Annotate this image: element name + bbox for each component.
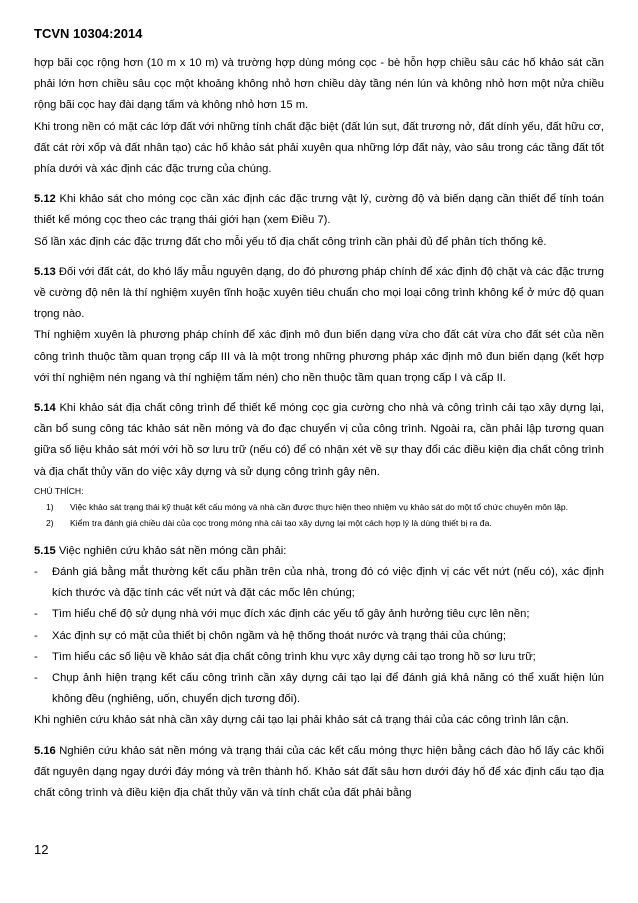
list-dash: - xyxy=(34,566,38,579)
paragraph-special-soils: Khi trong nền có mặt các lớp đất với những tính chất đặc biệt (đất lún sụt, đất trương nở, đất dính yếu, đất hữu cơ, đất cát rời xốp và đất nhân tạo) các hố khảo sát phải xuyên qua những lớp đất này, vào sâu trong các tầng đất tốt phía dưới và xác định các đặc trưng của chúng. xyxy=(34,120,604,176)
standard-code-header: TCVN 10304:2014 xyxy=(34,26,143,41)
list-item xyxy=(34,668,604,710)
note-item xyxy=(34,499,604,516)
note-text: Kiểm tra đánh giá chiều dài của cọc trong móng nhà cải tạo xây dựng lại một cách hợp lý là dùng thiết bị ra đa. xyxy=(70,518,492,529)
paragraph-continuation: hợp bãi cọc rộng hơn (10 m x 10 m) và trường hợp dùng móng cọc - bè hỗn hợp chiều sâu các hố khảo sát cần phải lớn hơn chiều sâu cọc một khoảng không nhỏ hơn chiều dày tầng nén lún và không nhỏ hơn một nửa chiều rộng bãi cọc hay đài dạng tấm và không nhỏ hơn 15 m. xyxy=(34,57,604,112)
list-item-text: Chụp ảnh hiện trạng kết cấu công trình cần xây dựng cải tạo lại để đánh giá khả năng có thể xuất hiện lún không đều (nghiêng, uốn, chuyển dịch tương đối). xyxy=(52,672,604,706)
document-page xyxy=(34,26,604,804)
list-dash: - xyxy=(34,629,38,642)
section-text: Khi khảo sát cho móng cọc cần xác định các đặc trưng vật lý, cường độ và biến dạng cần thiết để tính toán thiết kế móng cọc theo các trạng thái giới hạn (xem Điều 7). xyxy=(34,193,604,227)
section-5-15-after: Khi nghiên cứu khảo sát nhà cần xây dựng cải tạo lại phải khảo sát cả trạng thái của các công trình lân cận. xyxy=(34,714,569,727)
list-dash: - xyxy=(34,650,38,663)
section-text: Đối với đất cát, do khó lấy mẫu nguyên dạng, do đó phương pháp chính để xác định độ chặt và các đặc trưng về cường độ nên là thí nghiệm xuyên tĩnh hoặc xuyên tiêu chuẩn cho mọi loại công trình không kể ở mức độ quan trọng nào. xyxy=(34,265,604,321)
section-5-15 xyxy=(34,541,604,562)
list-item-text: Xác định sự có mặt của thiết bị chôn ngầm và hệ thống thoát nước và trạng thái của chúng; xyxy=(52,629,506,642)
list-dash: - xyxy=(34,608,38,621)
list-item-text: Đánh giá bằng mắt thường kết cấu phần trên của nhà, trong đó có việc định vị các vết nứt (nếu có), xác định kích thước và đặc tính các vết nứt và đặt các mốc lên chúng; xyxy=(52,566,604,600)
section-text: Nghiên cứu khảo sát nền móng và trạng thái của các kết cấu móng thực hiện bằng cách đào hố lấy các khối đất nguyên dạng ngay dưới đáy móng và trên thành hố. Khảo sát đất sâu hơn dưới đáy hố để xác định cấu tạo địa chất công trình và điều kiện địa chất thủy văn và tính chất của đất phải bằng xyxy=(34,744,604,800)
section-text: Khi khảo sát địa chất công trình để thiết kế móng cọc gia cường cho nhà và công trình cải tạo xây dựng lại, cần bổ sung công tác khảo sát nền móng và đo đạc chuyển vị của công trình. Ngoài ra, cần phải lập tương quan giữa số liệu khảo sát mới với hồ sơ lưu trữ (nếu có) để có nhận xét về sự thay đổi các điều kiện địa chất công trình và địa chất thủy văn do việc xây dựng và sử dụng công trình gây nên. xyxy=(34,402,604,478)
list-item-text: Tìm hiểu các số liệu về khảo sát địa chất công trình khu vực xây dựng cải tạo trong hồ sơ lưu trữ; xyxy=(52,650,536,663)
list-item-text: Tìm hiểu chế độ sử dụng nhà với mục đích xác định các yếu tố gây ảnh hưởng tiêu cực lên nền; xyxy=(52,608,530,621)
note-number: 2) xyxy=(46,518,54,529)
list-dash: - xyxy=(34,672,38,685)
note-item xyxy=(34,515,604,532)
section-text: Việc nghiên cứu khảo sát nền móng cần phải: xyxy=(55,544,287,557)
list-item xyxy=(34,626,604,647)
section-number: 5.14 xyxy=(34,402,56,415)
page-number: 12 xyxy=(34,842,49,857)
section-5-12 xyxy=(34,189,604,231)
list-item xyxy=(34,604,604,625)
section-5-13 xyxy=(34,262,604,326)
list-item xyxy=(34,647,604,668)
note-title: CHÚ THÍCH: xyxy=(34,485,84,496)
section-5-12-continued: Số lần xác định các đặc trưng đất cho mỗi yếu tố địa chất công trình cần phải đủ để phân tích thống kê. xyxy=(34,235,547,248)
section-5-16 xyxy=(34,741,604,805)
note-text: Việc khảo sát trạng thái kỹ thuật kết cấu móng và nhà cần được thực hiện theo nhiệm vụ khảo sát do một tổ chức chuyên môn lập. xyxy=(70,501,569,512)
section-number: 5.16 xyxy=(34,744,56,757)
list-item xyxy=(34,562,604,604)
section-number: 5.15 xyxy=(34,544,56,557)
section-5-13-continued: Thí nghiệm xuyên là phương pháp chính để xác định mô đun biến dạng vừa cho đất cát vừa cho đất sét của nền công trình thuộc tầm quan trọng cấp III và là một trong những phương pháp xác định mô đun biến dạng (kết hợp với thí nghiệm nén ngang và thí nghiệm tấm nén) cho nền thuộc tầm quan trọng cấp I và cấp II. xyxy=(34,329,604,384)
section-number: 5.12 xyxy=(34,193,56,206)
section-5-14 xyxy=(34,398,604,483)
section-number: 5.13 xyxy=(34,265,56,278)
note-number: 1) xyxy=(46,501,54,512)
